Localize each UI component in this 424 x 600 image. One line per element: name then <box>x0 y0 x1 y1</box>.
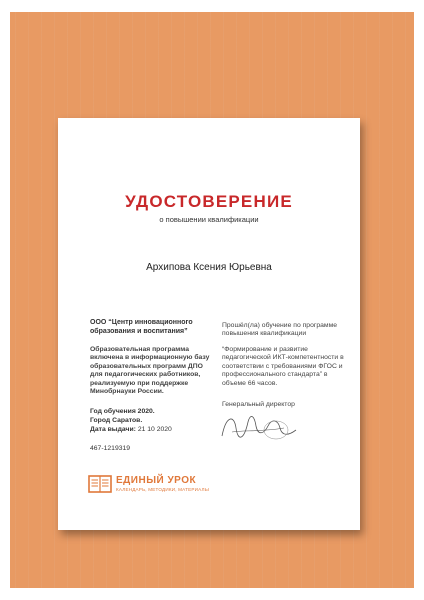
director-signature <box>214 406 304 446</box>
recipient-name: Архипова Ксения Юрьевна <box>146 262 272 273</box>
certificate-sheet <box>58 118 360 530</box>
completed-text: Прошёл(ла) обучение по программе повышения квалификации <box>222 322 338 338</box>
study-year: Год обучения 2020. <box>90 408 155 415</box>
book-icon <box>88 475 112 493</box>
certificate-subtitle: о повышении квалификации <box>159 215 259 224</box>
registration-number: 467-1219319 <box>90 445 131 452</box>
director-label: Генеральный директор <box>222 401 295 408</box>
issue-date-label: Дата выдачи: <box>90 426 136 433</box>
program-note: Образовательная программа включена в информационную базу образовательных программ ДПО для педагогических работников, реализуемую при поддержке Минобрнауки России. <box>90 346 210 396</box>
city: Город Саратов. <box>90 417 143 424</box>
logo-tagline: КАЛЕНДАРЬ, МЕТОДИКИ, МАТЕРИАЛЫ <box>116 487 209 492</box>
course-text: “Формирование и развитие педагогической ИКТ-компетентности в соответствии с требованиями ФГОС и профессионального стандарта” в объеме 66 часов. <box>222 346 344 387</box>
certificate-title: УДОСТОВЕРЕНИЕ <box>125 192 293 211</box>
organization-name: ООО “Центр инновационного образования и воспитания” <box>90 319 193 335</box>
logo-name: ЕДИНЫЙ УРОК <box>116 475 197 486</box>
edinyi-urok-logo <box>88 473 248 497</box>
issue-date: 21 10 2020 <box>137 426 172 433</box>
issue-date-line <box>90 426 172 433</box>
